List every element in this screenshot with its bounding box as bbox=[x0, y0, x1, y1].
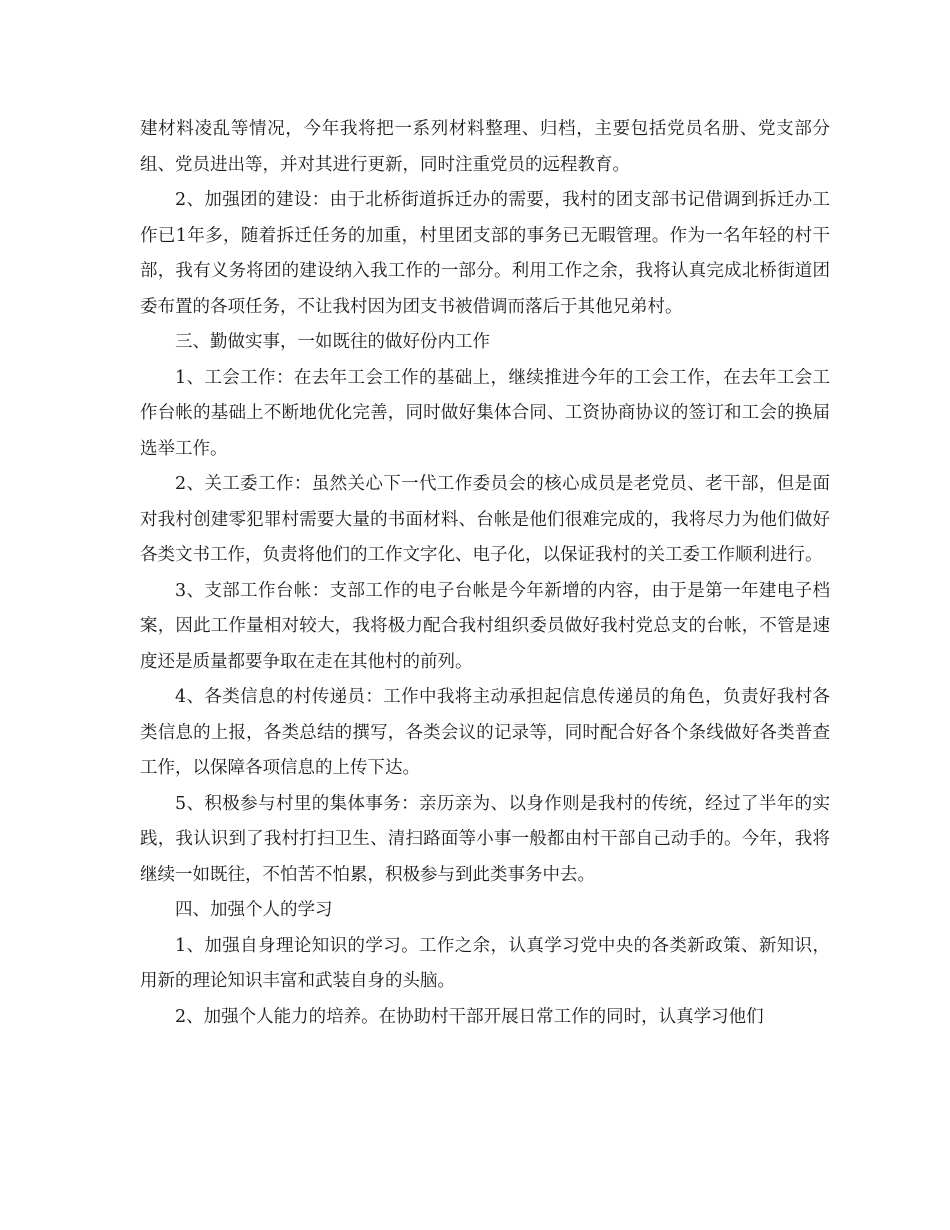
paragraph-union-work: 1、工会工作：在去年工会工作的基础上，继续推进今年的工会工作，在去年工会工作台帐的基础上不断地优化完善，同时做好集体合同、工资协商协议的签订和工会的换届选举工作。 bbox=[140, 367, 830, 459]
paragraph-ability-training: 2、加强个人能力的培养。在协助村干部开展日常工作的同时，认真学习他们 bbox=[175, 1006, 764, 1027]
paragraph-info-relay: 4、各类信息的村传递员：工作中我将主动承担起信息传递员的角色，负责好我村各类信息的上报，各类总结的撰写，各类会议的记录等，同时配合好各个条线做好各类普查工作，以保障各项信息的上传下达。 bbox=[140, 687, 830, 778]
section-heading-personal-study: 四、加强个人的学习 bbox=[175, 900, 333, 920]
paragraph-branch-ledger: 3、支部工作台帐：支部工作的电子台帐是今年新增的内容，由于是第一年建电子档案，因此工作量相对较大，我将极力配合我村组织委员做好我村党总支的台帐，不管是速度还是质量都要争取在走在其他村的前列。 bbox=[140, 580, 830, 672]
paragraph-collective-affairs: 5、积极参与村里的集体事务：亲历亲为、以身作则是我村的传统，经过了半年的实践，我认识到了我村打扫卫生、清扫路面等小事一般都由村干部自己动手的。今年，我将继续一如既往，不怕苦不怕累，积极参与到此类事务中去。 bbox=[140, 793, 830, 885]
document-body bbox=[140, 112, 830, 1035]
section-heading-practical-work: 三、勤做实事，一如既往的做好份内工作 bbox=[175, 332, 490, 352]
paragraph-youth-committee: 2、关工委工作：虽然关心下一代工作委员会的核心成员是老党员、老干部，但是面对我村创建零犯罪村需要大量的书面材料、台帐是他们很难完成的，我将尽力为他们做好各类文书工作，负责将他们的工作文字化、电子化，以保证我村的关工委工作顺利进行。 bbox=[140, 474, 830, 565]
paragraph-league-building: 2、加强团的建设：由于北桥街道拆迁办的需要，我村的团支部书记借调到拆迁办工作已1年多，随着拆迁任务的加重，村里团支部的事务已无暇管理。作为一名年轻的村干部，我有义务将团的建设纳入我工作的一部分。利用工作之余，我将认真完成北桥街道团委布置的各项任务，不让我村因为团支书被借调而落后于其他兄弟村。 bbox=[140, 190, 830, 317]
paragraph-theory-study: 1、加强自身理论知识的学习。工作之余，认真学习党中央的各类新政策、新知识，用新的理论知识丰富和武装自身的头脑。 bbox=[140, 935, 830, 991]
paragraph-continued: 建材料凌乱等情况，今年我将把一系列材料整理、归档，主要包括党员名册、党支部分组、党员进出等，并对其进行更新，同时注重党员的远程教育。 bbox=[140, 119, 830, 175]
